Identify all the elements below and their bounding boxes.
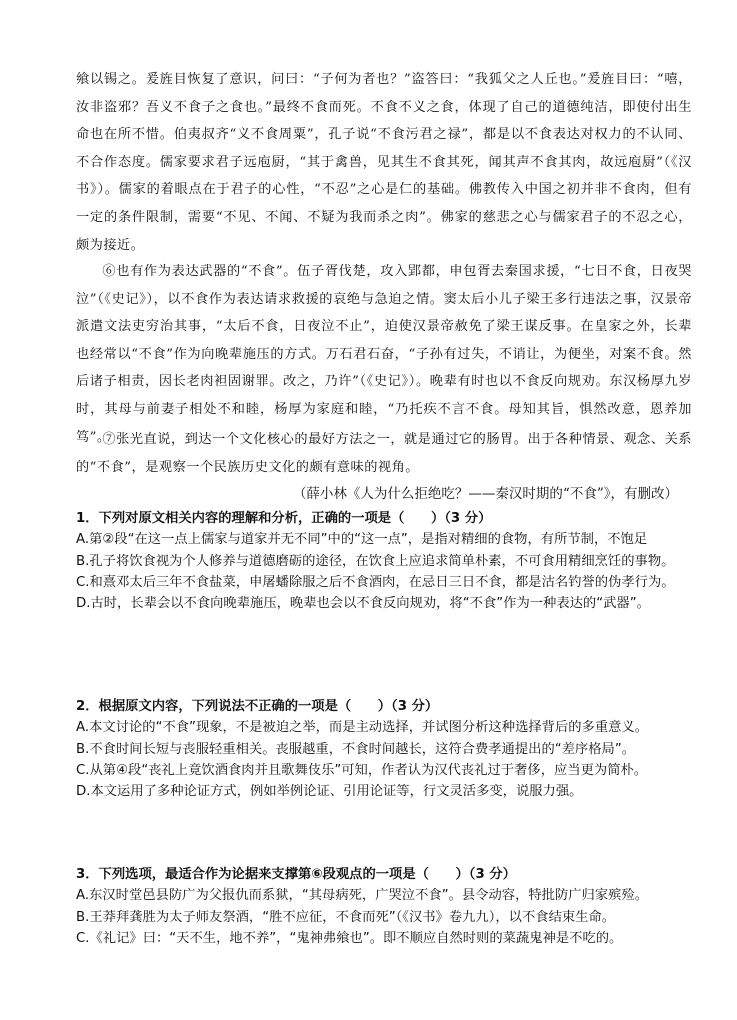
option-c: C.从第④段“丧礼上竟饮酒食肉并且歌舞伎乐”可知，作者认为汉代丧礼过于奢侈，应当更为简朴。	[76, 762, 648, 778]
option-a: A.东汉时堂邑县防广为父报仇而系狱，“其母病死，广哭泣不食”。县令动容，特批防广归家殡殓。	[76, 888, 649, 904]
question-stem: 3．下列选项，最适合作为论据来支撑第⑥段观点的一项是（ ）（3 分）	[76, 867, 516, 882]
option-d: D.本文运用了多种论证方式，例如举例论证、引用论证等，行文灵活多变，说服力强。	[76, 784, 583, 800]
article-paragraph-7: ⑦张光直说，到达一个文化核心的最好方法之一，就是通过它的肠胃。出于各种情景、观念、关系的“不食”，是观察一个民族历史文化的颇有意味的视角。	[76, 432, 692, 475]
question-stem: 1．下列对原文相关内容的理解和分析，正确的一项是（ ）（3 分）	[76, 511, 492, 526]
question-stem: 2．根据原文内容，下列说法不正确的一项是（ ）（3 分）	[76, 699, 439, 714]
option-d: D.古时，长辈会以不食向晚辈施压，晚辈也会以不食反向规劝，将“不食”作为一种表达的“武器”。	[76, 596, 650, 612]
option-c: C.《礼记》曰：“天不生，地不养”，“鬼神弗飨也”。即不顺应自然时则的菜蔬鬼神是不吃的。	[76, 930, 623, 946]
question-3	[76, 864, 692, 949]
article-paragraph-6: ⑥也有作为表达武器的“不食”。伍子胥伐楚，攻入郢都，申包胥去秦国求援，“七日不食，日夜哭泣”（《史记》），以不食作为表达请求救援的哀绝与急迫之情。窦太后小儿子梁王多行违法之事，汉景帝派遣文法吏穷治其事，“太后不食，日夜泣不止”，迫使汉景帝赦免了梁王谋反事。在皇家之外，长辈也经常以“不食”作为向晚辈施压的方式。万石君石奋，“子孙有过失，不诮让，为便坐，对案不食。然后诸子相责，因长老肉袒固谢罪。改之，乃许”（《史记》）。晚辈有时也以不食反向规劝。东汉杨厚九岁时，其母与前妻子相处不和睦，杨厚为家庭和睦，“乃托疾不言不食。母知其旨，惧然改意，恩养加笃”。	[76, 264, 692, 445]
option-a: A.本文讨论的“不食”现象，不是被迫之举，而是主动选择，并试图分析这种选择背后的多重意义。	[76, 720, 649, 736]
article-source: （薛小林《人为什么拒绝吃？——秦汉时期的“不食”》，有删改）	[292, 486, 678, 502]
option-b: B.孔子将饮食视为个人修养与道德磨砺的途径，在饮食上应追求简单朴素，不可食用精细烹饪的事物。	[76, 553, 675, 569]
option-b: B.王莽拜龚胜为太子师友祭酒，“胜不应征，不食而死”（《汉书》卷九九），以不食结束生命。	[76, 909, 616, 925]
option-a: A.第②段“在这一点上儒家与道家并无不同”中的“这一点”，是指对精细的食物，有所节制，不饱足	[76, 532, 648, 548]
option-c: C.和熹邓太后三年不食盐菜，申屠蟠除服之后不食酒肉，在忌日三日不食，都是沽名钓誉的伪孝行为。	[76, 574, 675, 590]
option-b: B.不食时间长短与丧服轻重相关。丧服越重，不食时间越长，这符合费孝通提出的“差序格局”。	[76, 741, 635, 757]
question-2	[76, 696, 692, 802]
article-paragraph-continued: 飨以锡之。爰旌目恢复了意识，问曰：“子何为者也？”盗答曰：“我狐父之人丘也。”爰旌目曰：“嘻，汝非盗邪？吾义不食子之食也。”最终不食而死。不食不义之食，体现了自己的道德纯洁，即使付出生命也在所不惜。伯夷叔齐“义不食周粟”，孔子说“不食污君之禄”，都是以不食表达对权力的不认同、不合作态度。儒家要求君子远庖厨，“其于禽兽，见其生不食其死，闻其声不食其肉，故远庖厨”（《汉书》）。儒家的着眼点在于君子的心性，“不忍”之心是仁的基础。佛教传入中国之初并非不食肉，但有一定的条件限制，需要“不见、不闻、不疑为我而杀之肉”。佛家的慈悲之心与儒家君子的不忍之心，颇为接近。	[76, 72, 692, 253]
question-1	[76, 508, 692, 614]
